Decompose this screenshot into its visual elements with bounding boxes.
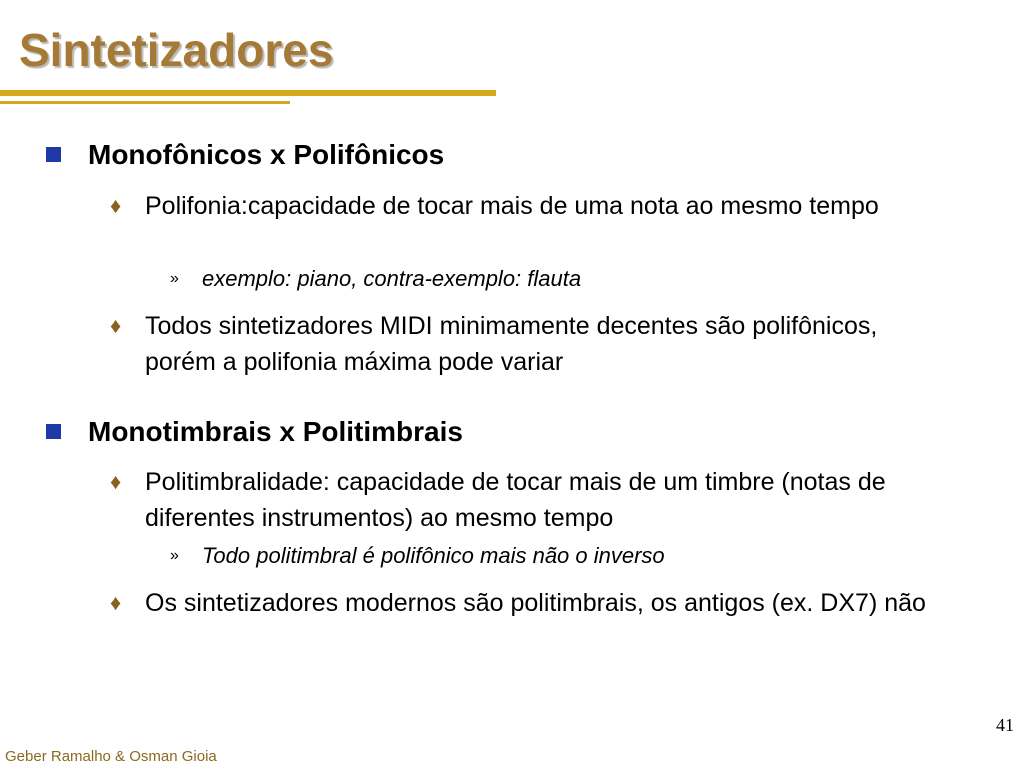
section-heading-text: Monofônicos x Polifônicos [88,139,445,170]
title-underline-thin [0,101,290,104]
diamond-bullet-icon: ♦ [110,469,122,494]
bullet-item [110,585,930,621]
diamond-bullet-icon: ♦ [110,313,122,338]
square-bullet-icon [46,424,61,439]
bullet-text: Os sintetizadores modernos são politimbrais, os antigos (ex. DX7) não [145,589,926,617]
square-bullet-icon [46,147,61,162]
diamond-bullet-icon: ♦ [110,590,122,615]
bullet-item [110,188,930,224]
chevron-bullet-icon: » [170,547,179,564]
sub-bullet-text: Todo politimbral é polifônico mais não o inverso [202,543,665,568]
slide-title: Sintetizadores [19,24,334,76]
sub-bullet-text: exemplo: piano, contra-exemplo: flauta [202,266,582,291]
title-underline-thick [0,90,496,96]
diamond-bullet-icon: ♦ [110,193,122,218]
footer-authors: Geber Ramalho & Osman Gioia [5,748,217,765]
section-heading-text: Monotimbrais x Politimbrais [88,416,463,447]
bullet-text: Todos sintetizadores MIDI minimamente decentes são polifônicos, porém a polifonia máxima pode variar [145,312,878,376]
bullet-item [110,308,930,380]
bullet-text: Politimbralidade: capacidade de tocar mais de um timbre (notas de diferentes instrumentos) ao mesmo tempo [145,468,886,532]
chevron-bullet-icon: » [170,270,179,287]
bullet-item [110,464,930,536]
bullet-text: Polifonia:capacidade de tocar mais de uma nota ao mesmo tempo [145,192,879,220]
page-number: 41 [996,715,1014,735]
